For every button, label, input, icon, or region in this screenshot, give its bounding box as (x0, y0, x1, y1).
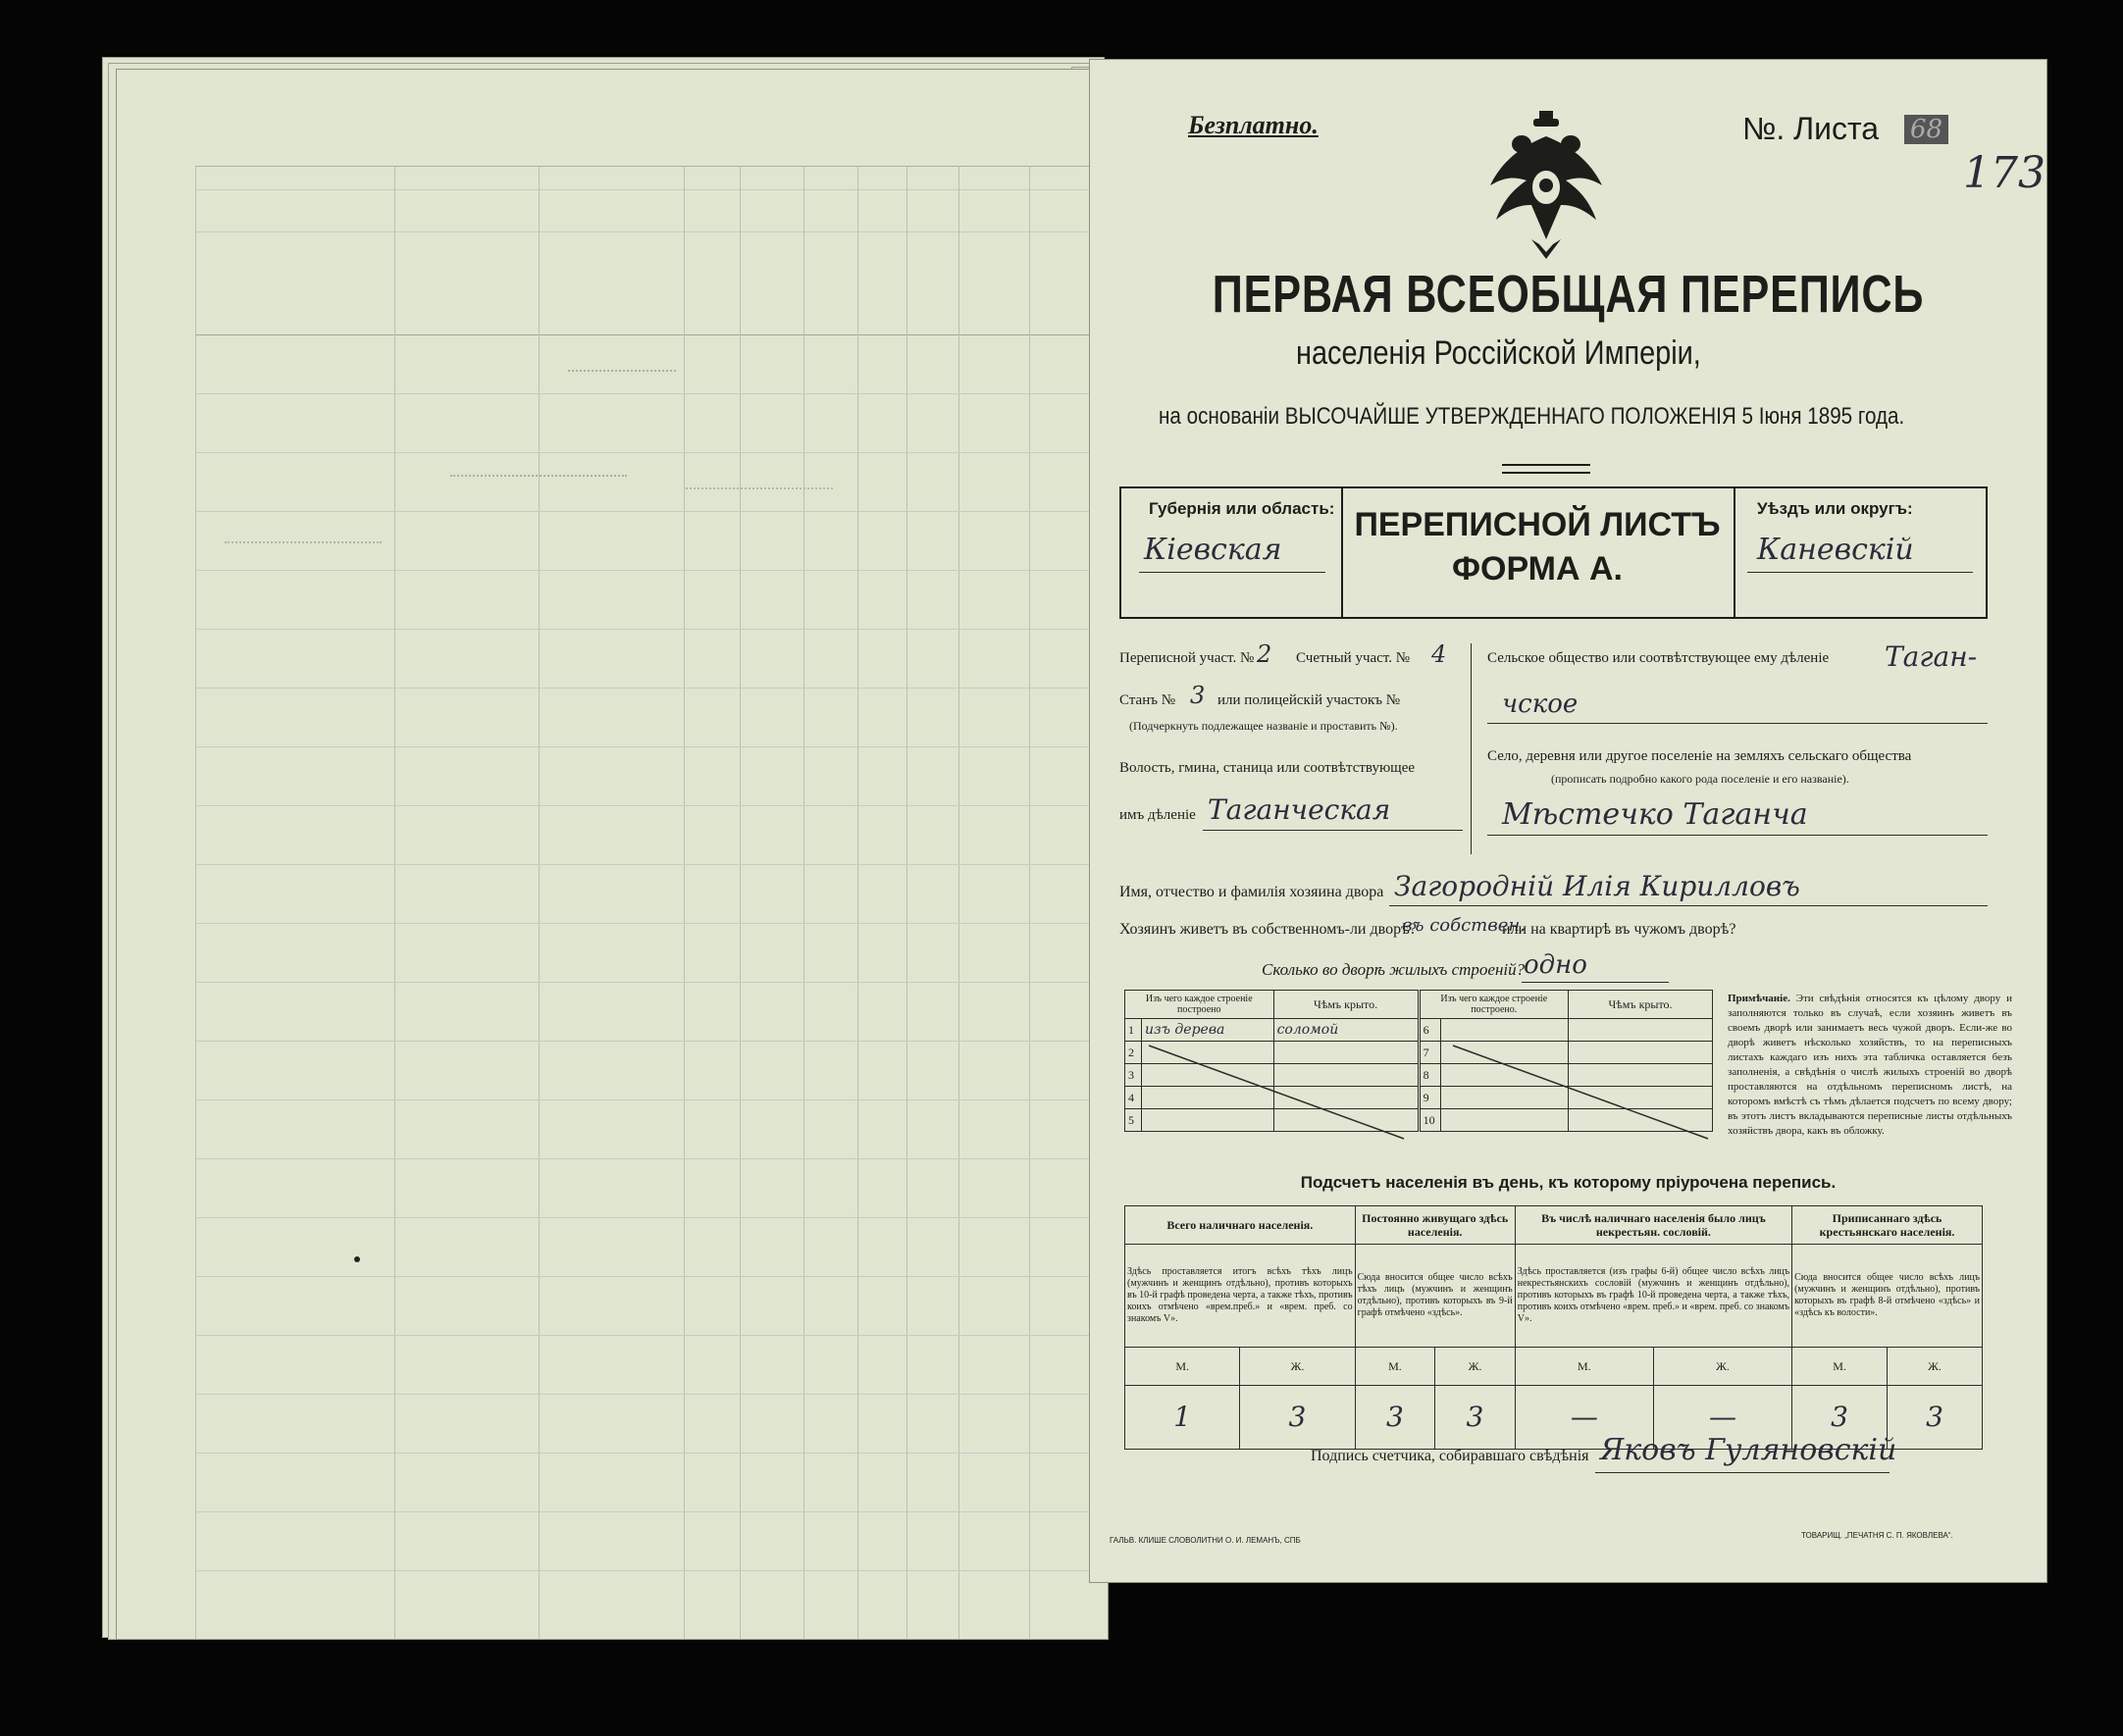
buildings-header-material-right: Изъ чего каждое строеніе построено. (1419, 991, 1568, 1019)
count-value: 3 (1355, 1386, 1435, 1450)
footer-left: ГАЛЬВ. КЛИШЕ СЛОВОЛИТНИ О. И. ЛЕМАНЪ, СПБ (1110, 1536, 1301, 1545)
village-value: Мѣстечко Таганча (1502, 797, 1808, 832)
free-label: Безплатно. (1188, 111, 1319, 139)
count-value: — (1653, 1386, 1791, 1450)
ink-dot (354, 1256, 360, 1262)
signature-label: Подпись счетчика, собиравшаго свѣдѣнія (1311, 1448, 1589, 1464)
village-note: (прописать подробно какого рода поселеніе и его названіе). (1551, 772, 1849, 786)
sex-label: Ж. (1653, 1348, 1791, 1386)
stan-value: 3 (1190, 682, 1206, 709)
count-desc-non-peasant: Здѣсь проставляется (изъ графы 6-й) общее число всѣхъ лицъ некрестьянскихъ сословій (мужчинъ и женщинъ отдѣльно), противъ которыхъ въ графѣ 10-й проведена черта, а также тѣхъ, противъ коихъ отмѣчено «врем. преб.» и «врем. преб. со знакомъ V». (1515, 1245, 1791, 1348)
census-form-page (1089, 59, 2047, 1583)
count-title: Подсчетъ населенія въ день, къ которому пріурочена перепись. (1300, 1173, 1837, 1192)
sex-label: Ж. (1240, 1348, 1355, 1386)
sex-label: М. (1355, 1348, 1435, 1386)
rural-society-label: Сельское общество или соотвѣтствующее ему дѣленіе (1487, 650, 1830, 666)
count-value: 3 (1888, 1386, 1983, 1450)
count-header-total: Всего наличнаго населенія. (1125, 1206, 1356, 1245)
sheet-number-new: 173 (1963, 148, 2045, 198)
note-label: Примѣчаніе. (1728, 993, 1790, 1004)
sex-label: М. (1515, 1348, 1653, 1386)
building-material-cell: изъ дерева (1142, 1019, 1274, 1042)
counting-section-label: Счетный участ. № (1296, 650, 1411, 666)
count-value: — (1515, 1386, 1653, 1450)
residence-value: въ собствен. (1402, 915, 1526, 936)
province-label: Губернія или область: (1149, 499, 1335, 518)
count-header-permanent: Постоянно живущаго здѣсь населенія. (1355, 1206, 1515, 1245)
sex-label: Ж. (1435, 1348, 1516, 1386)
empty-rows-strike (1139, 1041, 1728, 1149)
ornament-divider (1502, 464, 1590, 474)
residence-label-1: Хозяинъ живетъ въ собственномъ-ли дворѣ? (1119, 921, 1417, 938)
count-value: 3 (1240, 1386, 1355, 1450)
sheet-number-old: 68 (1904, 115, 1948, 144)
note-block (1728, 992, 2012, 1139)
sex-label: М. (1125, 1348, 1240, 1386)
count-header-non-peasant: Въ числѣ наличнаго населенія было лицъ некрестьян. сословій. (1515, 1206, 1791, 1245)
count-value: 1 (1125, 1386, 1240, 1450)
form-title-line2: ФОРМА А. (1451, 550, 1624, 587)
census-title: ПЕРВАЯ ВСЕОБЩАЯ ПЕРЕПИСЬ (1212, 265, 1925, 324)
buildings-question-label: Сколько во дворѣ жилыхъ строеній? (1262, 960, 1526, 979)
sex-label: Ж. (1888, 1348, 1983, 1386)
bleed-through-scribble (686, 472, 833, 489)
left-page (116, 69, 1109, 1640)
buildings-header-roof-right: Чѣмъ крыто. (1569, 991, 1713, 1019)
underline-note: (Подчеркнуть подлежащее названіе и проставить №). (1129, 719, 1398, 733)
owner-label: Имя, отчество и фамилія хозяина двора (1119, 884, 1384, 900)
count-header-registered: Приписаннаго здѣсь крестьянскаго населенія. (1792, 1206, 1983, 1245)
buildings-header-roof-left: Чѣмъ крыто. (1273, 991, 1419, 1019)
count-desc-permanent: Сюда вносится общее число всѣхъ тѣхъ лицъ (мужчинъ и женщинъ отдѣльно), противъ которыхъ въ 9-й графѣ отмѣчено «здѣсь». (1355, 1245, 1515, 1348)
district-label: Уѣздъ или округъ: (1757, 499, 1913, 518)
census-section-value: 2 (1257, 640, 1272, 668)
sheet-number-label: №. Листа (1742, 111, 1880, 146)
volost-label-1: Волость, гмина, станица или соотвѣтствующее (1119, 760, 1416, 776)
table-row: 1 изъ дерева соломой 6 (1125, 1019, 1713, 1042)
buildings-question-value: одно (1524, 950, 1587, 980)
table-row: 3 8 (1125, 1064, 1713, 1087)
count-value: 3 (1435, 1386, 1516, 1450)
building-roof-cell: соломой (1273, 1019, 1419, 1042)
counting-section-value: 4 (1431, 640, 1447, 668)
table-row: 2 7 (1125, 1042, 1713, 1064)
sex-label: М. (1792, 1348, 1888, 1386)
footer-right: ТОВАРИЩ. „ПЕЧАТНЯ С. П. ЯКОВЛЕВА“. (1801, 1531, 1953, 1540)
count-value: 3 (1792, 1386, 1888, 1450)
bleed-through-scribble (568, 354, 676, 372)
police-label: или полицейскій участокъ № (1217, 692, 1401, 708)
census-basis: на основаніи ВЫСОЧАЙШЕ УТВЕРЖДЕННАГО ПОЛОЖЕНІЯ 5 Іюня 1895 года. (1159, 403, 1905, 430)
province-value: Кіевская (1144, 533, 1282, 567)
rural-society-value-2: чское (1502, 689, 1579, 719)
owner-value: Загородній Илія Кирилловъ (1394, 870, 1800, 902)
village-label: Село, деревня или другое поселеніе на земляхъ сельскаго общества (1487, 748, 1912, 764)
bleed-through-scribble (225, 526, 382, 543)
table-row: 4 9 (1125, 1087, 1713, 1109)
stan-label: Станъ № (1119, 692, 1176, 708)
census-section-label: Переписной участ. № (1119, 650, 1255, 666)
note-text: Эти свѣдѣнія относятся къ цѣлому двору и заполняются только въ случаѣ, если хозяинъ живетъ въ своемъ дворѣ или занимаетъ весь чужой дворъ. Если-же во дворѣ живетъ нѣсколько хозяйствъ, то на переписныхъ листахъ каждаго изъ нихъ эта табличка оставляется безъ заполненія, а свѣдѣнія о числѣ жилыхъ строеній во дворѣ проставляются на отдѣльномъ переписномъ листѣ, на которомъ вмѣстѣ съ тѣмъ дѣлается подсчетъ по всему двору; въ этотъ листъ вкладываются переписные листы отдѣльныхъ хозяйствъ двора, какъ въ обложку. (1728, 993, 2012, 1137)
bleed-through-scribble (450, 457, 627, 477)
population-count-table (1124, 1205, 1983, 1450)
volost-label-2: имъ дѣленіе (1119, 807, 1196, 823)
signature-value: Яковъ Гуляновскій (1600, 1433, 1897, 1467)
district-value: Каневскій (1757, 533, 1914, 567)
count-desc-registered: Сюда вносится общее число всѣхъ лицъ (мужчинъ и женщинъ отдѣльно), противъ которыхъ въ графѣ 8-й отмѣчено «здѣсь» и «здѣсь къ волости». (1792, 1245, 1983, 1348)
buildings-header-material-left: Изъ чего каждое строеніе построено (1125, 991, 1274, 1019)
rural-society-value-1: Таган- (1885, 640, 1978, 673)
volost-value: Таганческая (1208, 793, 1391, 826)
form-title-line1: ПЕРЕПИСНОЙ ЛИСТЪ (1354, 506, 1721, 543)
table-row: 5 10 (1125, 1109, 1713, 1132)
residence-label-2: или на квартирѣ въ чужомъ дворѣ? (1502, 921, 1736, 938)
census-subtitle: населенія Россійской Имперіи, (1296, 334, 1701, 372)
count-desc-total: Здѣсь проставляется итогъ всѣхъ тѣхъ лицъ (мужчинъ и женщинъ отдѣльно), противъ которыхъ въ 10-й графѣ проведена черта, а также тѣхъ, противъ коихъ отмѣчено «врем.преб.» и «врем. преб. со знакомъ V». (1125, 1245, 1356, 1348)
imperial-eagle-emblem (1482, 107, 1610, 264)
